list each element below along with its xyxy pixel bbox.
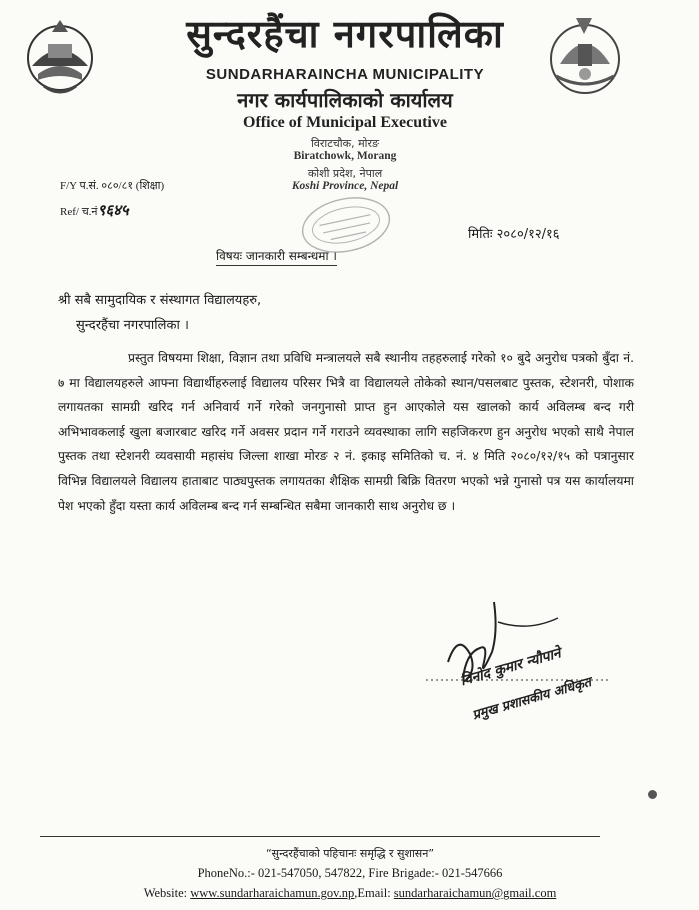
letter-body-paragraph: प्रस्तुत विषयमा शिक्षा, विज्ञान तथा प्रविधि मन्त्रालयले सबै स्थानीय तहहरुलाई गरेको १० बुदे अनुरोध पत्रको बुँदा नं. ७ मा विद्यालयहरुले आफ्ना विद्यार्थीहरुलाई विद्यालय परिसर भित्रै वा विद्यालयले तोकेको स्थान/पसलबाट पुस्तक, स्टेशनरी, पोशाक लगायतका सामग्री खरिद गर्न अनिवार्य गर्ने गरेको जनगुनासो प्राप्त हुन आएकोले यस खालको कार्य अविलम्ब बन्द गरी अभिभावकलाई खुला बजारबाट खरिद गर्ने अवसर प्रदान गर्ने गराउने व्यवस्थाका लागि सहजिकरण हुन अनुरोध भएको साथै नेपाल पुस्तक तथा स्टेशनरी व्यवसायी महासंघ जिल्ला शाखा मोरङ २ नं. इकाइ समितिको च. नं. ४ मिति २०८०/१२/१५ को पत्रानुसार विभिन्न विद्यालयले विद्यालय हाताबाट पाठ्यपुस्तक लगायतका शैक्षिक सामग्री बिक्रि वितरण भएको भन्ने गुनासो पत्र यस कार्यालयमा पेश भएको हुँदा यस्ता कार्य अविलम्ब बन्द गर्न सम्बन्धित सबैमा जानकारी साथ अनुरोध छ । bbox=[58, 351, 634, 513]
nepal-emblem-logo bbox=[18, 14, 102, 98]
letter-subject: विषयः जानकारी सम्बन्धमा । bbox=[216, 247, 337, 266]
fiscal-year-label: F/Y प.सं. ०८०/८१ (शिक्षा) bbox=[60, 180, 165, 192]
signatory-name: विनोद कुमार न्यौपाने bbox=[458, 645, 563, 690]
footer-phone: PhoneNo.:- 021-547050, 547822, Fire Brigade:- 021-547666 bbox=[197, 866, 503, 880]
email-link[interactable]: sundarharaichamun@gmail.com bbox=[393, 886, 557, 900]
reference-label: Ref/ च.नं bbox=[60, 206, 98, 218]
footer-divider bbox=[40, 836, 600, 837]
municipality-title-english: SUNDARHARAINCHA MUNICIPALITY bbox=[205, 66, 485, 83]
footer-contact bbox=[60, 886, 640, 901]
footer-motto: “सुन्दरहैंचाको पहिचानः समृद्धि र सुशासन” bbox=[265, 847, 435, 860]
address-nepali-line2: कोशी प्रदेश, नेपाल bbox=[307, 167, 383, 180]
addressee-line2: सुन्दरहैंचा नगरपालिका । bbox=[76, 318, 189, 333]
address-nepali-line1: विराटचौक, मोरङ bbox=[310, 137, 380, 150]
office-title-english: Office of Municipal Executive bbox=[243, 114, 447, 131]
email-label: ,Email: bbox=[354, 886, 394, 900]
reference-number bbox=[60, 200, 129, 220]
signatory-title: प्रमुख प्रशासकीय अधिकृत bbox=[470, 675, 594, 724]
municipality-logo bbox=[540, 14, 630, 104]
website-label: Website: bbox=[143, 886, 191, 900]
addressee-line1: श्री सबै सामुदायिक र संस्थागत विद्यालयहरु, bbox=[58, 293, 262, 308]
address-english-line1: Biratchowk, Morang bbox=[293, 150, 397, 162]
website-link[interactable]: www.sundarharaichamun.gov.np bbox=[190, 886, 355, 900]
reference-value: ९६४५ bbox=[97, 201, 129, 219]
ink-speck bbox=[648, 790, 657, 799]
municipality-title-nepali: सुन्दरहैंचा नगरपालिका bbox=[186, 12, 504, 56]
letter-date: मितिः २०८०/१२/१६ bbox=[468, 227, 560, 242]
office-title-nepali: नगर कार्यपालिकाको कार्यालय bbox=[237, 88, 453, 112]
address-english-line2: Koshi Province, Nepal bbox=[291, 180, 399, 192]
